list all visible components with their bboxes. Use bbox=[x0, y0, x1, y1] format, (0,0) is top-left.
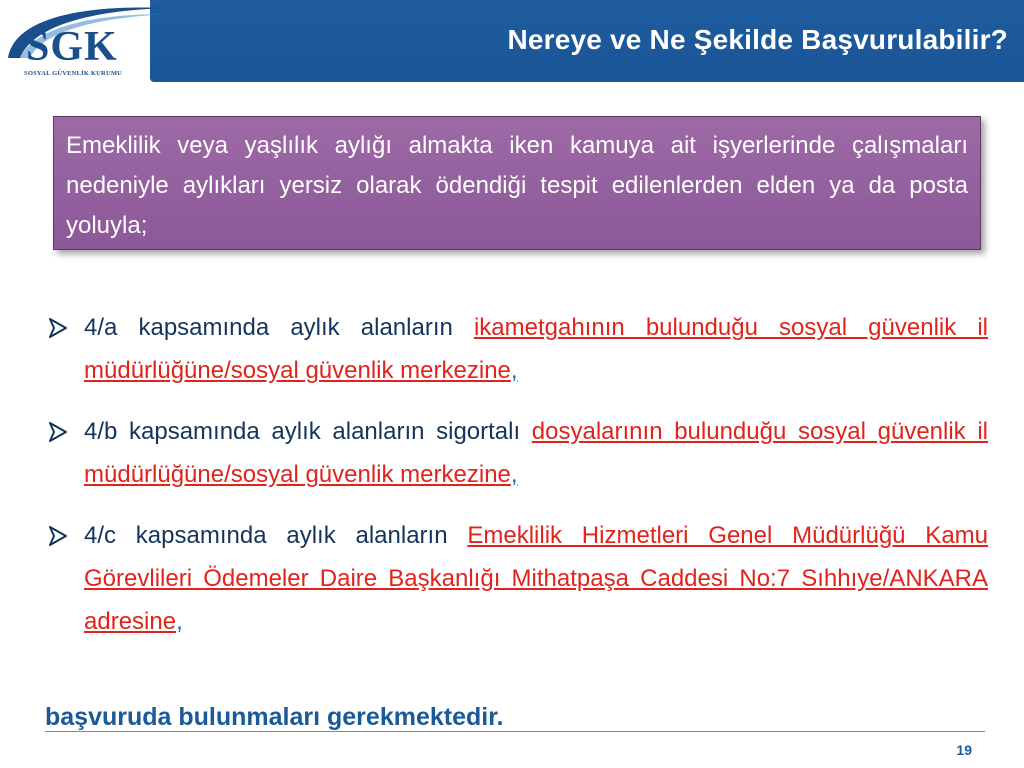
page-number: 19 bbox=[956, 742, 972, 758]
logo-text: SGK bbox=[26, 24, 118, 70]
bullet-suffix: , bbox=[510, 461, 518, 488]
bullet-prefix: 4/c kapsamında aylık alanların bbox=[84, 522, 468, 549]
bullet-suffix: , bbox=[176, 608, 183, 635]
bullet-item-4b bbox=[48, 410, 988, 496]
bullet-prefix: 4/a kapsamında aylık alanların bbox=[84, 314, 474, 341]
sgk-logo bbox=[0, 0, 180, 86]
arrow-bullet-icon bbox=[48, 421, 68, 443]
footer-text: başvuruda bulunmaları gerekmektedir. bbox=[45, 703, 504, 731]
footer-divider bbox=[45, 731, 985, 732]
bullet-prefix: 4/b kapsamında aylık alanların sigortalı bbox=[84, 418, 532, 445]
bullet-list bbox=[48, 306, 988, 643]
bullet-item-4a bbox=[48, 306, 988, 392]
arrow-bullet-icon bbox=[48, 525, 68, 547]
bullet-highlight: Emeklilik Hizmetleri Genel Müdürlüğü Kamu Görevlileri Ödemeler Daire Başkanlığı Mithatpaşa Caddesi No:7 Sıhhıye/ANKARA adresine bbox=[84, 522, 988, 635]
intro-box bbox=[53, 116, 981, 250]
slide-title: Nereye ve Ne Şekilde Başvurulabilir? bbox=[507, 24, 1008, 55]
bullet-highlight: ikametgahının bulunduğu sosyal güvenlik il müdürlüğüne/sosyal güvenlik merkezine bbox=[84, 314, 988, 384]
header-bar bbox=[150, 0, 1024, 82]
intro-text: Emeklilik veya yaşlılık aylığı almakta iken kamuya ait işyerlerinde çalışmaları nedeniyle aylıkları yersiz olarak ödendiği tespit edilenlerden elden ya da posta yoluyla; bbox=[66, 132, 968, 239]
arrow-bullet-icon bbox=[48, 317, 68, 339]
bullet-item-4c bbox=[48, 514, 988, 643]
bullet-suffix: , bbox=[510, 357, 518, 384]
bullet-highlight: dosyalarının bulunduğu sosyal güvenlik il müdürlüğüne/sosyal güvenlik merkezine bbox=[84, 418, 988, 488]
logo-subtitle: SOSYAL GÜVENLİK KURUMU bbox=[24, 70, 123, 77]
